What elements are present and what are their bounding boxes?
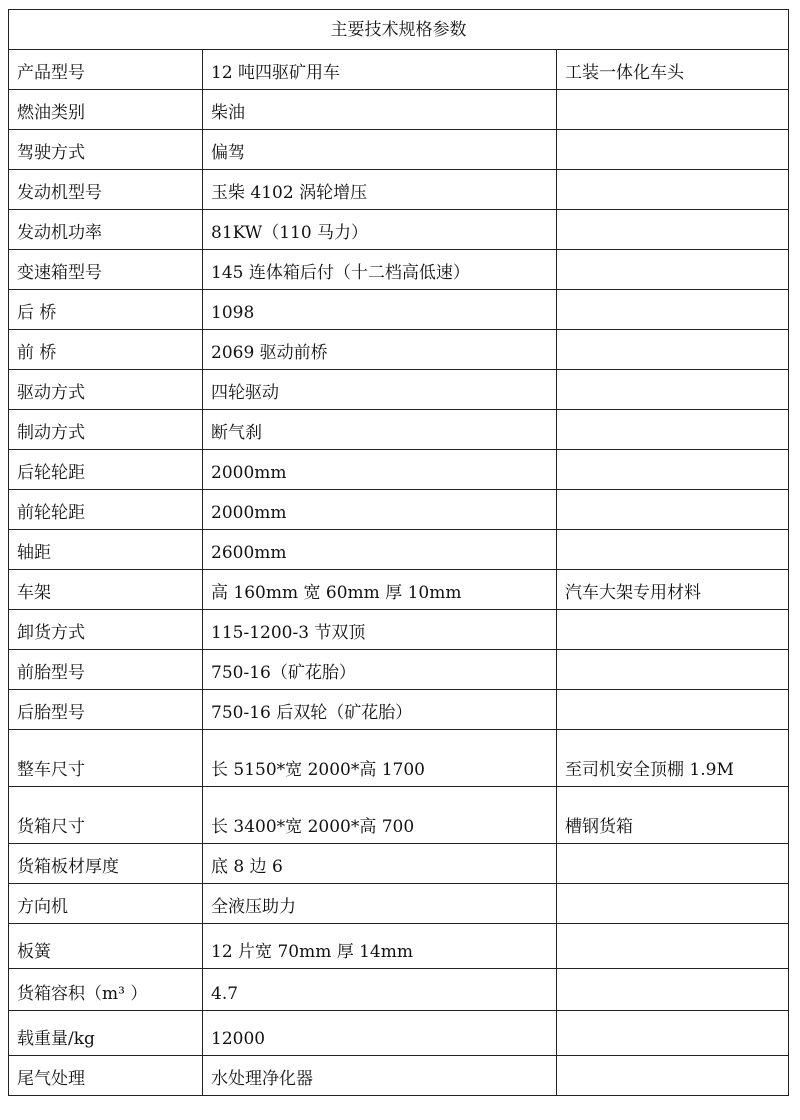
spec-label-cell: 驾驶方式 xyxy=(9,130,203,170)
spec-note-cell xyxy=(557,450,789,490)
spec-value-cell: 水处理净化器 xyxy=(203,1056,557,1096)
spec-note-cell xyxy=(557,1056,789,1096)
table-row xyxy=(9,170,789,210)
spec-label-cell: 变速箱型号 xyxy=(9,250,203,290)
spec-label-cell: 燃油类别 xyxy=(9,90,203,130)
spec-note-cell xyxy=(557,1011,789,1056)
spec-label-cell: 车架 xyxy=(9,570,203,610)
spec-label-cell: 后胎型号 xyxy=(9,690,203,730)
spec-sheet xyxy=(8,9,788,1096)
spec-note-cell xyxy=(557,969,789,1011)
spec-table-body xyxy=(9,10,789,1096)
spec-value-cell: 81KW（110 马力） xyxy=(203,210,557,250)
spec-value-cell: 四轮驱动 xyxy=(203,370,557,410)
spec-value-cell: 底 8 边 6 xyxy=(203,844,557,884)
spec-label-cell: 发动机功率 xyxy=(9,210,203,250)
table-row xyxy=(9,490,789,530)
spec-value-cell: 高 160mm 宽 60mm 厚 10mm xyxy=(203,570,557,610)
table-row xyxy=(9,884,789,924)
spec-label-cell: 货箱板材厚度 xyxy=(9,844,203,884)
spec-note-cell xyxy=(557,370,789,410)
spec-note-cell xyxy=(557,410,789,450)
spec-note-cell xyxy=(557,130,789,170)
spec-value-cell: 115-1200-3 节双顶 xyxy=(203,610,557,650)
title-row xyxy=(9,10,789,50)
spec-note-cell xyxy=(557,690,789,730)
table-row xyxy=(9,787,789,844)
spec-note-cell xyxy=(557,170,789,210)
table-row xyxy=(9,570,789,610)
table-row xyxy=(9,690,789,730)
spec-value-cell: 长 3400*宽 2000*高 700 xyxy=(203,787,557,844)
table-row xyxy=(9,210,789,250)
spec-label-cell: 驱动方式 xyxy=(9,370,203,410)
spec-value-cell: 柴油 xyxy=(203,90,557,130)
spec-label-cell: 货箱容积（m³ ） xyxy=(9,969,203,1011)
spec-note-cell xyxy=(557,924,789,969)
table-row xyxy=(9,50,789,90)
spec-note-cell xyxy=(557,90,789,130)
table-row xyxy=(9,844,789,884)
table-row xyxy=(9,90,789,130)
table-row xyxy=(9,410,789,450)
table-row xyxy=(9,290,789,330)
spec-label-cell: 板簧 xyxy=(9,924,203,969)
spec-note-cell xyxy=(557,330,789,370)
spec-value-cell: 750-16（矿花胎） xyxy=(203,650,557,690)
spec-label-cell: 货箱尺寸 xyxy=(9,787,203,844)
table-row xyxy=(9,450,789,490)
table-row xyxy=(9,1011,789,1056)
spec-label-cell: 轴距 xyxy=(9,530,203,570)
spec-label-cell: 前 桥 xyxy=(9,330,203,370)
spec-label-cell: 后 桥 xyxy=(9,290,203,330)
spec-label-cell: 卸货方式 xyxy=(9,610,203,650)
spec-note-cell xyxy=(557,650,789,690)
spec-value-cell: 12 吨四驱矿用车 xyxy=(203,50,557,90)
spec-note-cell xyxy=(557,844,789,884)
table-row xyxy=(9,250,789,290)
spec-value-cell: 2600mm xyxy=(203,530,557,570)
spec-value-cell: 750-16 后双轮（矿花胎） xyxy=(203,690,557,730)
table-row xyxy=(9,610,789,650)
spec-label-cell: 整车尺寸 xyxy=(9,730,203,787)
spec-value-cell: 2000mm xyxy=(203,450,557,490)
table-row xyxy=(9,650,789,690)
spec-value-cell: 偏驾 xyxy=(203,130,557,170)
table-row xyxy=(9,530,789,570)
spec-note-cell xyxy=(557,610,789,650)
spec-value-cell: 12 片宽 70mm 厚 14mm xyxy=(203,924,557,969)
spec-note-cell: 汽车大架专用材料 xyxy=(557,570,789,610)
spec-note-cell xyxy=(557,884,789,924)
spec-label-cell: 前轮轮距 xyxy=(9,490,203,530)
table-row xyxy=(9,330,789,370)
spec-value-cell: 全液压助力 xyxy=(203,884,557,924)
spec-label-cell: 发动机型号 xyxy=(9,170,203,210)
spec-value-cell: 长 5150*宽 2000*高 1700 xyxy=(203,730,557,787)
spec-note-cell xyxy=(557,250,789,290)
spec-note-cell xyxy=(557,530,789,570)
spec-label-cell: 后轮轮距 xyxy=(9,450,203,490)
spec-label-cell: 尾气处理 xyxy=(9,1056,203,1096)
spec-value-cell: 2000mm xyxy=(203,490,557,530)
spec-table xyxy=(8,9,789,1096)
spec-value-cell: 145 连体箱后付（十二档高低速） xyxy=(203,250,557,290)
table-row xyxy=(9,969,789,1011)
spec-label-cell: 产品型号 xyxy=(9,50,203,90)
spec-label-cell: 制动方式 xyxy=(9,410,203,450)
spec-note-cell xyxy=(557,210,789,250)
spec-label-cell: 载重量/kg xyxy=(9,1011,203,1056)
table-row xyxy=(9,924,789,969)
spec-value-cell: 1098 xyxy=(203,290,557,330)
spec-note-cell xyxy=(557,290,789,330)
spec-value-cell: 玉柴 4102 涡轮增压 xyxy=(203,170,557,210)
table-row xyxy=(9,370,789,410)
spec-note-cell: 槽钢货箱 xyxy=(557,787,789,844)
spec-label-cell: 前胎型号 xyxy=(9,650,203,690)
spec-value-cell: 2069 驱动前桥 xyxy=(203,330,557,370)
spec-label-cell: 方向机 xyxy=(9,884,203,924)
table-row xyxy=(9,130,789,170)
spec-value-cell: 12000 xyxy=(203,1011,557,1056)
spec-value-cell: 断气刹 xyxy=(203,410,557,450)
table-title: 主要技术规格参数 xyxy=(9,10,789,50)
spec-note-cell: 工装一体化车头 xyxy=(557,50,789,90)
table-row xyxy=(9,730,789,787)
spec-note-cell: 至司机安全顶棚 1.9M xyxy=(557,730,789,787)
table-row xyxy=(9,1056,789,1096)
spec-note-cell xyxy=(557,490,789,530)
spec-value-cell: 4.7 xyxy=(203,969,557,1011)
